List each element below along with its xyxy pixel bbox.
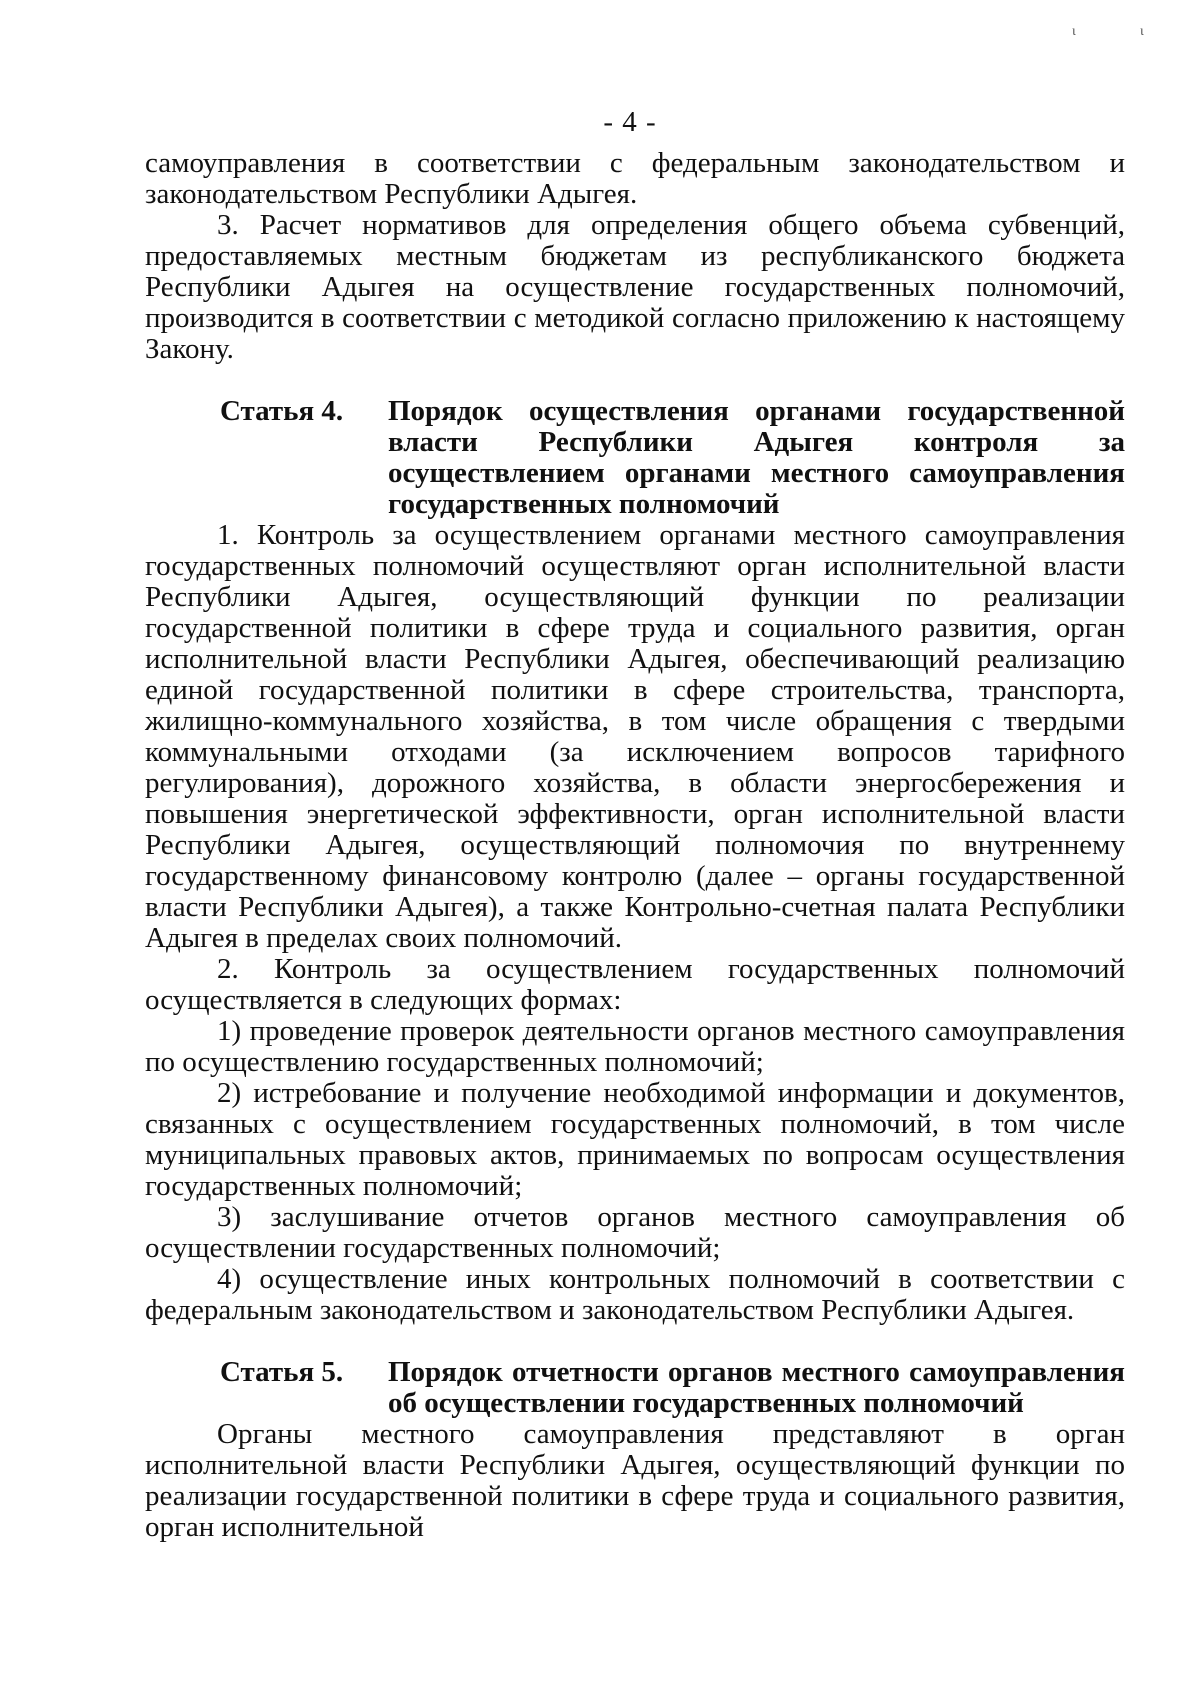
article-number: Статья 5. — [220, 1356, 344, 1388]
page-number: - 4 - — [603, 106, 657, 138]
paragraph-continuation: самоуправления в соответствии с федеральным законодательством и законодательством Республики Адыгея. — [145, 147, 1125, 210]
paragraph: 3. Расчет нормативов для определения общего объема субвенций, предоставляемых местным бюджетам из республиканского бюджета Республики Адыгея на осуществление государственных полномочий, производится в соответствии с методикой согласно приложению к настоящему Закону. — [145, 209, 1125, 365]
article-number: Статья 4. — [220, 395, 344, 427]
list-item: 2) истребование и получение необходимой информации и документов, связанных с осуществлением государственных полномочий, в том числе муниципальных правовых актов, принимаемых по вопросам осуществления государственных полномочий; — [145, 1077, 1125, 1202]
corner-mark: ι — [1072, 24, 1076, 39]
spacer — [145, 1326, 1125, 1357]
spacer — [145, 365, 1125, 396]
list-item: 1) проведение проверок деятельности органов местного самоуправления по осуществлению государственных полномочий; — [145, 1015, 1125, 1078]
article-title: Порядок осуществления органами государственной власти Республики Адыгея контроля за осуществлением органами местного самоуправления государственных полномочий — [388, 395, 1125, 520]
article-4-heading — [145, 396, 1125, 520]
article-title: Порядок отчетности органов местного самоуправления об осуществлении государственных полномочий — [388, 1356, 1125, 1419]
paragraph: 1. Контроль за осуществлением органами местного самоуправления государственных полномочий осуществляют орган исполнительной власти Республики Адыгея, осуществляющий функции по реализации государственной политики в сфере труда и социального развития, орган исполнительной власти Республики Адыгея, обеспечивающий реализацию единой государственной политики в сфере строительства, транспорта, жилищно-коммунального хозяйства, в том числе обращения с твердыми коммунальными отходами (за исключением вопросов тарифного регулирования), дорожного хозяйства, в области энергосбережения и повышения энергетической эффективности, орган исполнительной власти Республики Адыгея, осуществляющий полномочия по внутреннему государственному финансовому контролю (далее – органы государственной власти Республики Адыгея), а также Контрольно-счетная палата Республики Адыгея в пределах своих полномочий. — [145, 519, 1125, 954]
article-5-heading — [145, 1357, 1125, 1419]
paragraph: 2. Контроль за осуществлением государственных полномочий осуществляется в следующих формах: — [145, 953, 1125, 1016]
paragraph: Органы местного самоуправления представляют в орган исполнительной власти Республики Адыгея, осуществляющий функции по реализации государственной политики в сфере труда и социального развития, орган исполнительной — [145, 1418, 1125, 1543]
list-item: 3) заслушивание отчетов органов местного самоуправления об осуществлении государственных полномочий; — [145, 1201, 1125, 1264]
list-item: 4) осуществление иных контрольных полномочий в соответствии с федеральным законодательством и законодательством Республики Адыгея. — [145, 1263, 1125, 1326]
document-body — [145, 148, 1125, 1543]
corner-mark: ι — [1140, 24, 1144, 39]
